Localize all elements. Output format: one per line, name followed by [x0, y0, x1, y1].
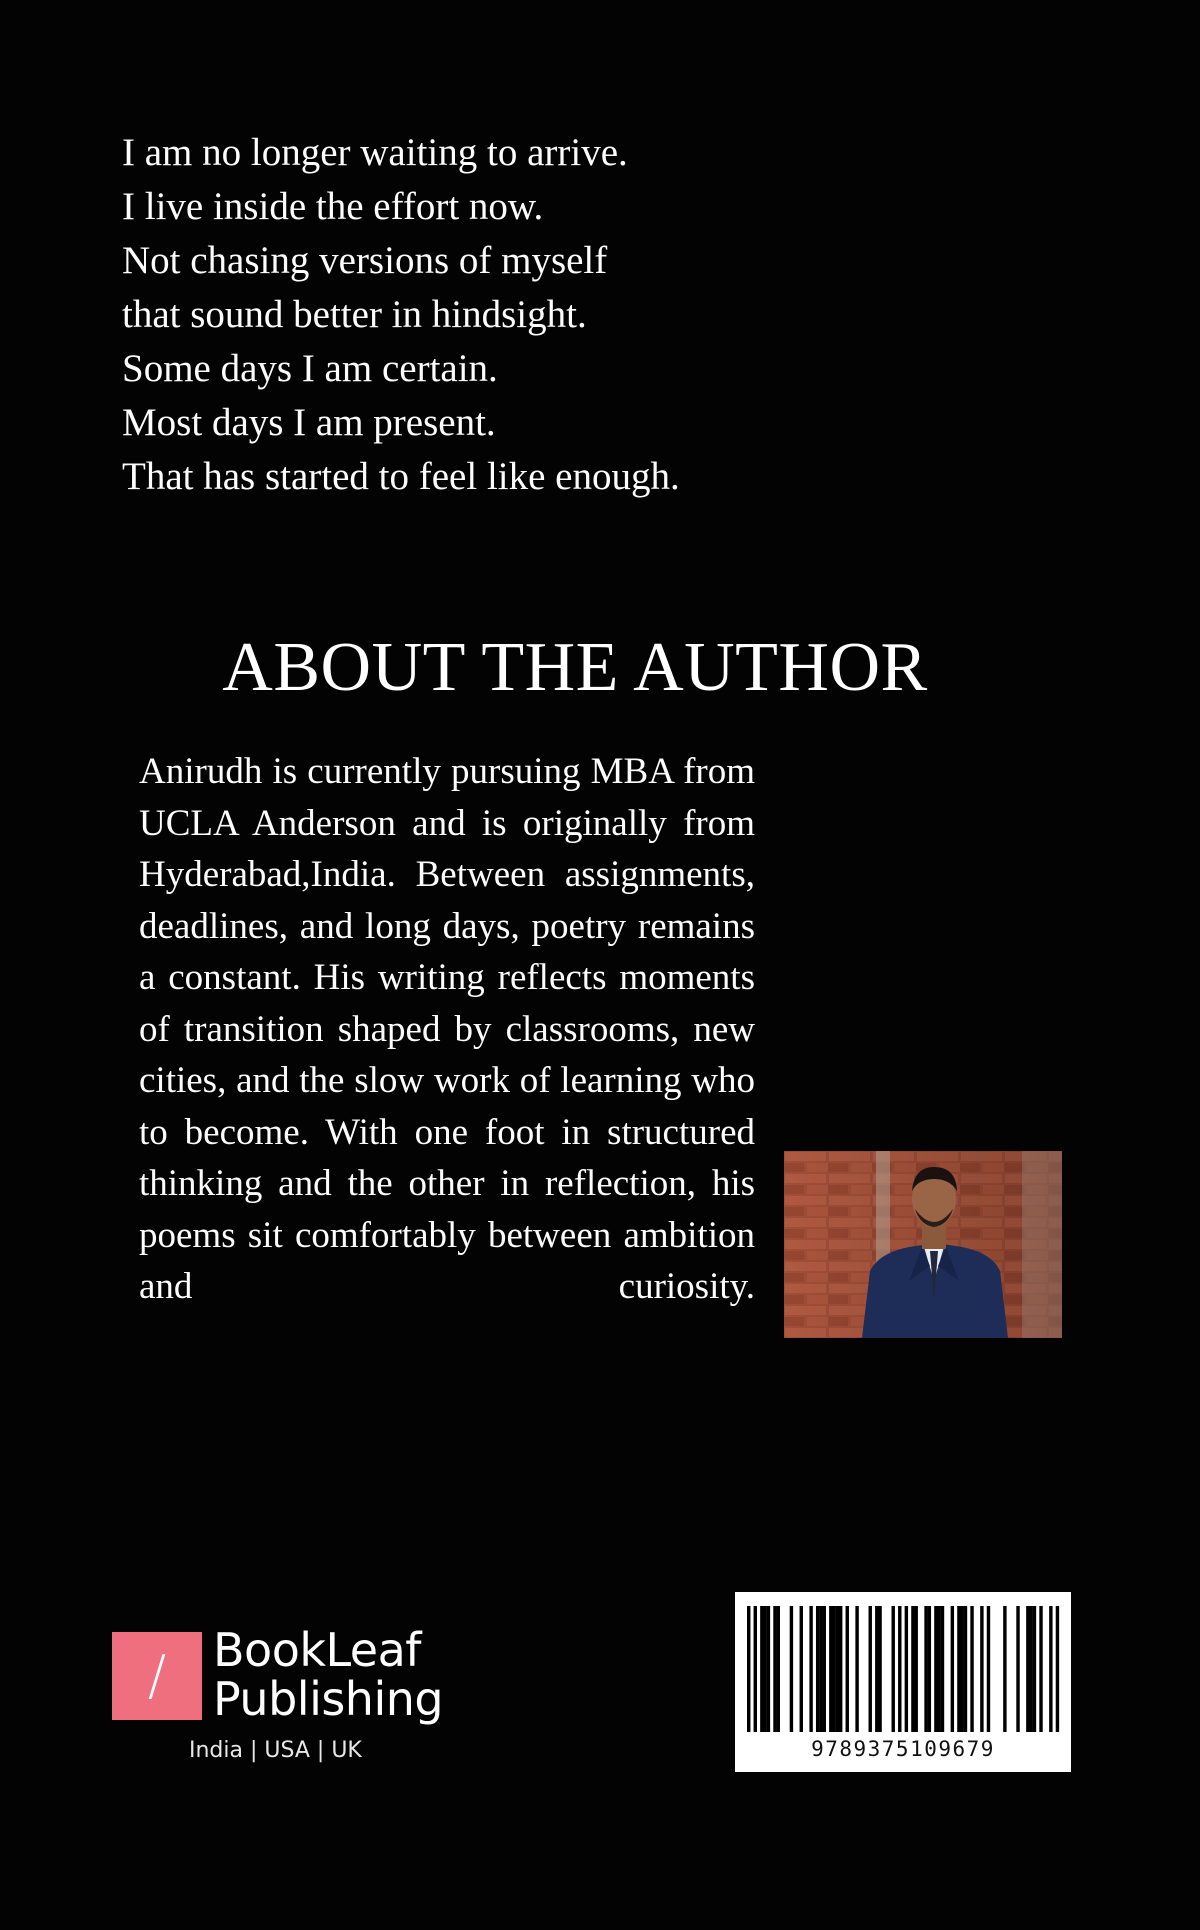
barcode-bar	[839, 1606, 842, 1732]
barcode-bar	[747, 1606, 750, 1732]
barcode-bar	[951, 1606, 954, 1732]
barcode-bar	[957, 1606, 960, 1732]
poem-line: That has started to feel like enough.	[122, 455, 680, 498]
publisher-mark-icon: /	[112, 1632, 202, 1720]
barcode-bar	[892, 1606, 895, 1732]
isbn-number: 9789375109679	[811, 1737, 995, 1761]
about-author-heading: ABOUT THE AUTHOR	[222, 629, 928, 706]
barcode-bar	[1033, 1606, 1036, 1732]
barcode-bar	[846, 1606, 849, 1732]
barcode-bar	[1029, 1606, 1032, 1732]
publisher-name-line2: Publishing	[213, 1672, 444, 1726]
barcode-bar	[1049, 1606, 1052, 1732]
barcode-bar	[924, 1606, 927, 1732]
barcode-bar	[875, 1606, 878, 1732]
barcode-bar	[777, 1606, 780, 1732]
poem-line: I am no longer waiting to arrive.	[122, 131, 628, 174]
barcode-bar	[960, 1606, 963, 1732]
publisher-name	[213, 1623, 444, 1726]
barcode-bar	[934, 1606, 937, 1732]
barcode-bar	[905, 1606, 908, 1732]
publisher-logo	[112, 1623, 512, 1772]
barcode-bar	[1039, 1606, 1042, 1732]
barcode-bar	[878, 1606, 881, 1732]
barcode-bar	[1056, 1606, 1059, 1732]
barcode-bar	[898, 1606, 901, 1732]
barcode-bar	[767, 1606, 770, 1732]
isbn-barcode	[735, 1592, 1071, 1772]
barcode-bar	[800, 1606, 803, 1732]
barcode-bar	[964, 1606, 967, 1732]
barcode-bar	[816, 1606, 819, 1732]
author-photo	[784, 1151, 1062, 1338]
barcode-bar	[773, 1606, 776, 1732]
barcode-bars-icon	[735, 1592, 1071, 1737]
barcode-bar	[790, 1606, 793, 1732]
barcode-bar	[1026, 1606, 1029, 1732]
poem-line: I live inside the effort now.	[122, 185, 544, 228]
poem-line: Not chasing versions of myself	[122, 239, 608, 282]
barcode-bar	[855, 1606, 858, 1732]
barcode-bar	[760, 1606, 763, 1732]
barcode-bar	[869, 1606, 872, 1732]
publisher-regions: India | USA | UK	[189, 1738, 362, 1763]
barcode-bar	[970, 1606, 973, 1732]
barcode-bar	[763, 1606, 766, 1732]
barcode-bar	[914, 1606, 917, 1732]
barcode-bar	[829, 1606, 832, 1732]
barcode-bar	[1016, 1606, 1019, 1732]
barcode-bar	[911, 1606, 914, 1732]
barcode-bar	[937, 1606, 940, 1732]
poem-line: Most days I am present.	[122, 401, 496, 444]
barcode-bar	[823, 1606, 826, 1732]
barcode-bar	[941, 1606, 944, 1732]
barcode-bar	[987, 1606, 990, 1732]
barcode-bar	[1003, 1606, 1006, 1732]
barcode-bar	[832, 1606, 835, 1732]
poem-line: Some days I am certain.	[122, 347, 498, 390]
barcode-bar	[819, 1606, 822, 1732]
barcode-bar	[754, 1606, 757, 1732]
publisher-name-line1: BookLeaf	[213, 1623, 421, 1677]
barcode-bar	[836, 1606, 839, 1732]
poem-line: that sound better in hindsight.	[122, 293, 587, 336]
author-bio: Anirudh is currently pursuing MBA from UCLA Anderson and is originally from Hyderabad,India. Between assignments, deadlines, and long days, poetry remains a constant. His writing reflects moments of transition shaped by classrooms, new cities, and the slow work of learning who to become. With one foot in structured thinking and the other in reflection, his poems sit comfortably between ambition and curiosity.	[139, 751, 755, 1307]
barcode-bar	[928, 1606, 931, 1732]
barcode-bar	[980, 1606, 983, 1732]
poem-excerpt	[122, 126, 822, 504]
barcode-bar	[809, 1606, 812, 1732]
